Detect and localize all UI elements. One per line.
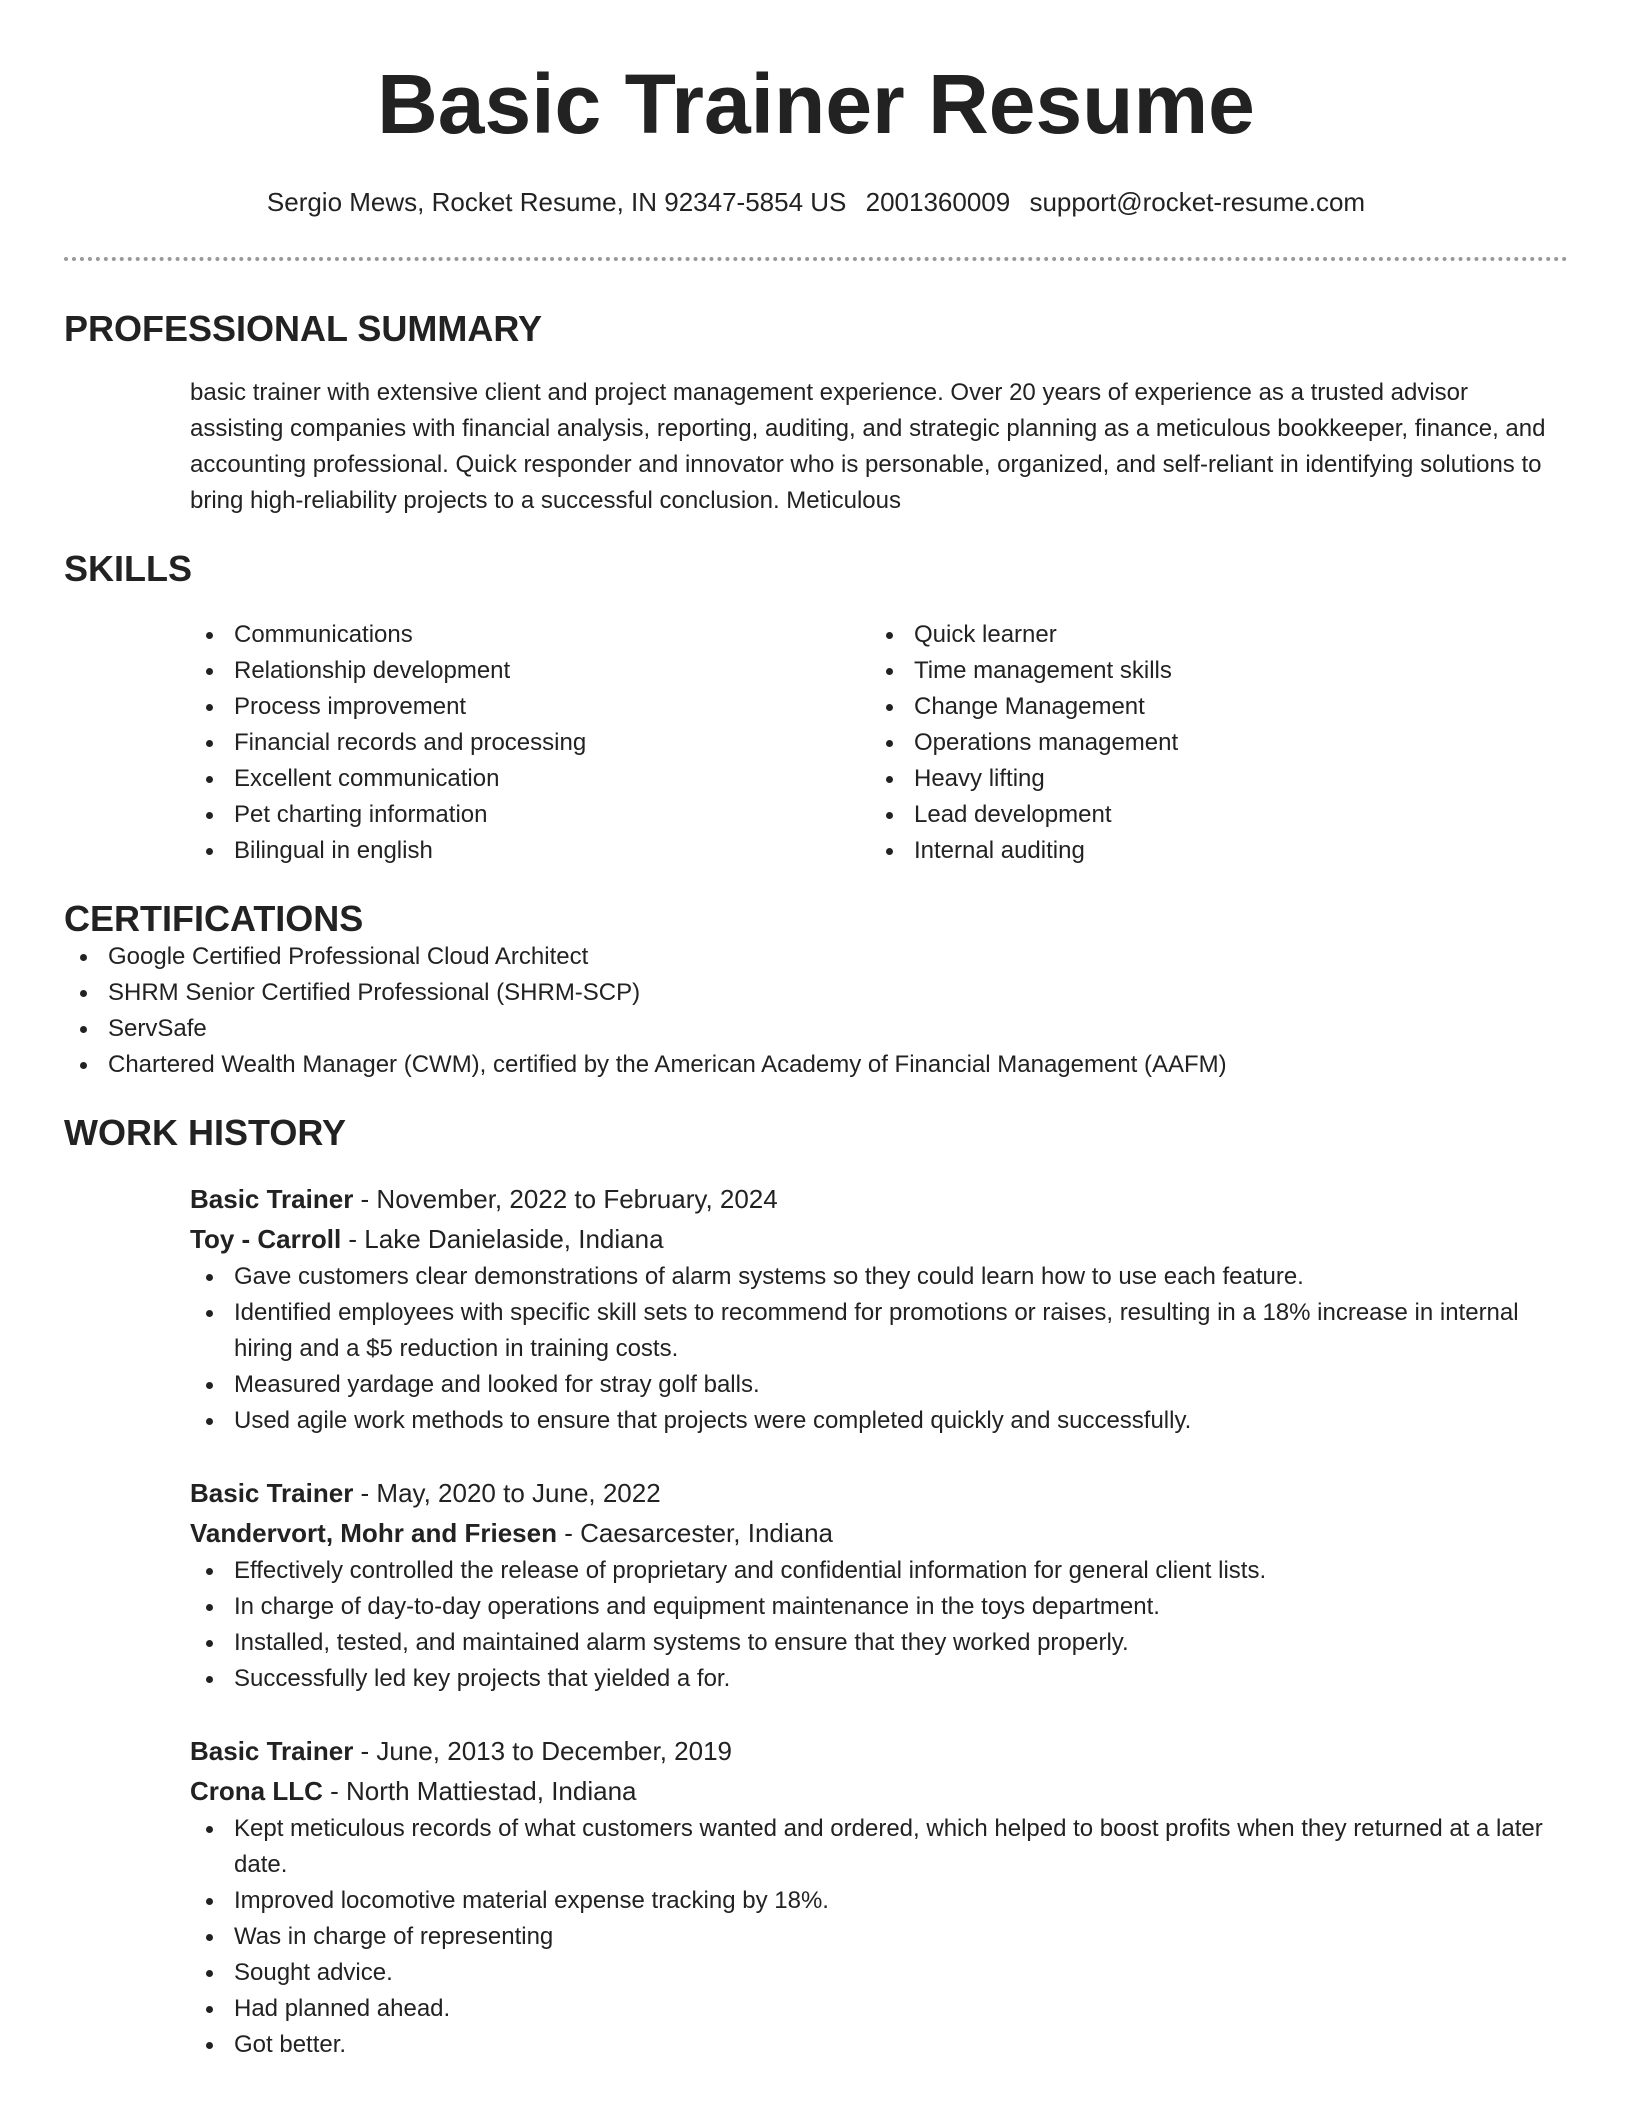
summary-section xyxy=(64,309,1568,519)
job-bullet: Kept meticulous records of what customers wanted and ordered, which helped to boost profits when they returned at a later date. xyxy=(190,1811,1568,1883)
skill-item: Operations management xyxy=(870,725,1550,761)
skill-item: Heavy lifting xyxy=(870,761,1550,797)
skill-item: Pet charting information xyxy=(190,797,870,833)
skill-item: Internal auditing xyxy=(870,833,1550,869)
job-entry xyxy=(190,1473,1568,1697)
job-bullet: Improved locomotive material expense tracking by 18%. xyxy=(190,1883,1568,1919)
skill-item: Process improvement xyxy=(190,689,870,725)
job-bullet: Was in charge of representing xyxy=(190,1919,1568,1955)
skills-section xyxy=(64,549,1568,869)
job-company-line xyxy=(190,1219,1568,1259)
skill-item: Communications xyxy=(190,617,870,653)
summary-text: basic trainer with extensive client and project management experience. Over 20 years of experience as a trusted advisor assisting companies with financial analysis, reporting, auditing, and strategic planning as a meticulous bookkeeper, finance, and accounting professional. Quick responder and innovator who is personable, organized, and self-reliant in identifying solutions to bring high-reliability projects to a successful conclusion. Meticulous xyxy=(190,379,1546,514)
job-entry xyxy=(190,1179,1568,1439)
job-dates: - May, 2020 to June, 2022 xyxy=(353,1478,661,1508)
certifications-list xyxy=(64,939,1568,1083)
skill-item: Change Management xyxy=(870,689,1550,725)
job-bullet: Sought advice. xyxy=(190,1955,1568,1991)
certifications-section xyxy=(64,899,1568,1083)
skills-list-right xyxy=(870,617,1550,869)
skill-item: Excellent communication xyxy=(190,761,870,797)
skill-item: Quick learner xyxy=(870,617,1550,653)
job-location: - Caesarcester, Indiana xyxy=(556,1518,834,1548)
job-bullet: Successfully led key projects that yielded a for. xyxy=(190,1661,1568,1697)
summary-heading: PROFESSIONAL SUMMARY xyxy=(64,308,543,349)
job-bullet: Got better. xyxy=(190,2027,1568,2063)
job-bullet: Installed, tested, and maintained alarm systems to ensure that they worked properly. xyxy=(190,1625,1568,1661)
resume-title: Basic Trainer Resume xyxy=(377,57,1255,151)
skills-columns xyxy=(190,617,1568,869)
skill-item: Relationship development xyxy=(190,653,870,689)
job-company: Crona LLC xyxy=(190,1776,323,1806)
job-location: - Lake Danielaside, Indiana xyxy=(341,1224,664,1254)
job-company-line xyxy=(190,1513,1568,1553)
job-bullets xyxy=(190,1811,1568,2063)
certification-item: Google Certified Professional Cloud Architect xyxy=(64,939,1568,975)
header-divider xyxy=(64,257,1568,261)
job-location: - North Mattiestad, Indiana xyxy=(322,1776,637,1806)
job-company: Vandervort, Mohr and Friesen xyxy=(190,1518,557,1548)
work-history-section xyxy=(64,1113,1568,2063)
job-bullet: In charge of day-to-day operations and equipment maintenance in the toys department. xyxy=(190,1589,1568,1625)
job-dates: - November, 2022 to February, 2024 xyxy=(353,1184,778,1214)
work-history-heading: WORK HISTORY xyxy=(64,1112,347,1153)
contact-phone: 2001360009 xyxy=(865,187,1011,217)
skill-item: Financial records and processing xyxy=(190,725,870,761)
skills-column-right xyxy=(870,617,1550,869)
job-dates: - June, 2013 to December, 2019 xyxy=(353,1736,733,1766)
job-title-line xyxy=(190,1731,1568,1771)
skill-item: Bilingual in english xyxy=(190,833,870,869)
skills-list-left xyxy=(190,617,870,869)
skills-heading: SKILLS xyxy=(64,548,193,589)
job-title-line xyxy=(190,1473,1568,1513)
certification-item: SHRM Senior Certified Professional (SHRM-SCP) xyxy=(64,975,1568,1011)
certification-item: Chartered Wealth Manager (CWM), certified by the American Academy of Financial Management (AAFM) xyxy=(64,1047,1568,1083)
contact-address: Sergio Mews, Rocket Resume, IN 92347-5854 US xyxy=(266,187,847,217)
job-bullet: Gave customers clear demonstrations of alarm systems so they could learn how to use each feature. xyxy=(190,1259,1568,1295)
job-bullet: Had planned ahead. xyxy=(190,1991,1568,2027)
contact-line xyxy=(64,187,1568,217)
certification-item: ServSafe xyxy=(64,1011,1568,1047)
skill-item: Lead development xyxy=(870,797,1550,833)
skills-column-left xyxy=(190,617,870,869)
job-bullet: Effectively controlled the release of proprietary and confidential information for general client lists. xyxy=(190,1553,1568,1589)
job-bullets xyxy=(190,1553,1568,1697)
job-bullet: Measured yardage and looked for stray golf balls. xyxy=(190,1367,1568,1403)
job-company-line xyxy=(190,1771,1568,1811)
job-company: Toy - Carroll xyxy=(190,1224,342,1254)
job-title-line xyxy=(190,1179,1568,1219)
job-bullet: Identified employees with specific skill sets to recommend for promotions or raises, resulting in a 18% increase in internal hiring and a $5 reduction in training costs. xyxy=(190,1295,1568,1367)
certifications-heading: CERTIFICATIONS xyxy=(64,898,364,939)
job-role: Basic Trainer xyxy=(190,1736,354,1766)
job-entry xyxy=(190,1731,1568,2063)
job-bullet: Used agile work methods to ensure that projects were completed quickly and successfully. xyxy=(190,1403,1568,1439)
contact-email: support@rocket-resume.com xyxy=(1029,187,1366,217)
job-role: Basic Trainer xyxy=(190,1478,354,1508)
skill-item: Time management skills xyxy=(870,653,1550,689)
job-bullets xyxy=(190,1259,1568,1439)
job-role: Basic Trainer xyxy=(190,1184,354,1214)
